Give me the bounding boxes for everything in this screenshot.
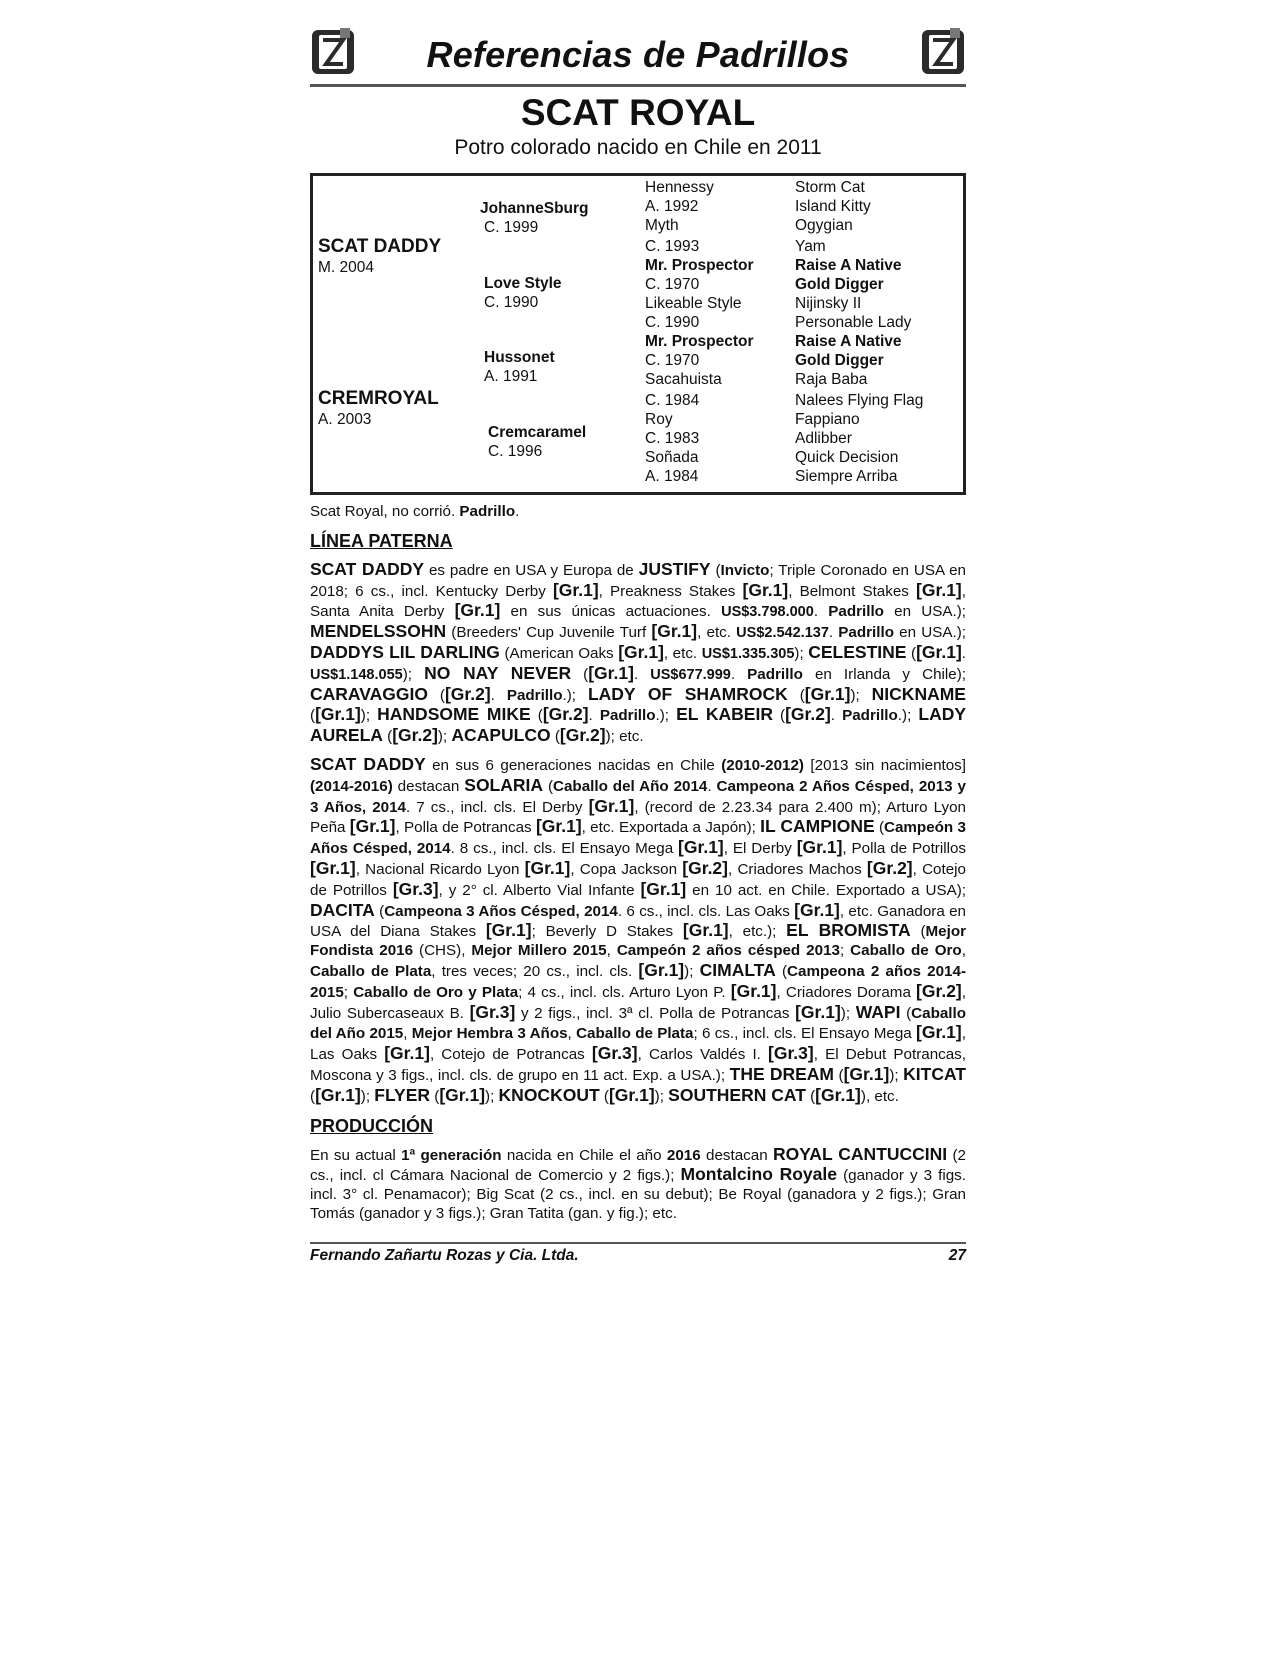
header-divider — [310, 84, 966, 87]
intro-text — [310, 503, 966, 522]
pedigree-gen4-cell: Gold Digger — [795, 352, 884, 369]
pedigree-gen3-cell: C. 1970 — [645, 276, 700, 293]
pedigree-gen4-cell: Raja Baba — [795, 371, 868, 388]
intro-text-end: . — [515, 503, 520, 520]
dam-sire-name: Hussonet — [484, 349, 555, 366]
footer-company: Fernando Zañartu Rozas y Cia. Ltda. — [310, 1246, 579, 1264]
pedigree-gen4-cell: Nijinsky II — [795, 295, 862, 312]
page-header — [310, 20, 966, 82]
pedigree-gen4-cell: Quick Decision — [795, 449, 899, 466]
sire-name: SCAT DADDY — [318, 236, 442, 257]
page-footer — [310, 1246, 966, 1266]
dam-dam-name: Cremcaramel — [488, 424, 587, 441]
pedigree-gen4-cell: Nalees Flying Flag — [795, 392, 924, 409]
pedigree-gen3-cell: C. 1984 — [645, 392, 700, 409]
pedigree-table — [310, 173, 966, 495]
brand-logo-icon — [920, 26, 966, 76]
pedigree-gen3-cell: A. 1992 — [645, 198, 699, 215]
dam-name: CREMROYAL — [318, 388, 439, 409]
pedigree-gen3-cell: Hennessy — [645, 179, 714, 196]
pedigree-gen4-cell: Personable Lady — [795, 314, 912, 331]
pedigree-gen4-cell: Adlibber — [795, 430, 852, 447]
pedigree-gen3-cell: C. 1983 — [645, 430, 700, 447]
paternal-paragraph-1: SCAT DADDY es padre en USA y Europa de JUSTIFY (Invicto; Triple Coronado en USA en 2018; 6 cs., incl. Kentucky Derby [Gr.1], Preakness Stakes [Gr.1], Belmont Stakes [Gr.1], Santa Anita Derby [Gr.1] en sus únicas actuaciones. US$3.798.000. Padrillo en USA.); MENDELSSOHN (Breeders' Cup Juvenile Turf [Gr.1], etc. US$2.542.137. Padrillo en USA.); DADDYS LIL DARLING (American Oaks [Gr.1], etc. US$1.335.305); CELESTINE ([Gr.1]. US$1.148.055); NO NAY NEVER ([Gr.1]. US$677.999. Padrillo en Irlanda y Chile); CARAVAGGIO ([Gr.2]. Padrillo.); LADY OF SHAMROCK ([Gr.1]); NICKNAME ([Gr.1]); HANDSOME MIKE ([Gr.2]. Padrillo.); EL KABEIR ([Gr.2]. Padrillo.); LADY AURELA ([Gr.2]); ACAPULCO ([Gr.2]); etc. — [310, 558, 967, 746]
horse-subtitle: Potro colorado nacido en Chile en 2011 — [454, 136, 822, 159]
pedigree-gen3-cell: A. 1984 — [645, 468, 699, 485]
section-title-paternal: LÍNEA PATERNA — [310, 530, 453, 551]
pedigree-gen4-cell: Yam — [795, 238, 826, 255]
pedigree-gen4-cell: Siempre Arriba — [795, 468, 898, 485]
dam-detail: A. 2003 — [318, 411, 372, 428]
pedigree-gen4-cell: Gold Digger — [795, 276, 884, 293]
intro-text-main: Scat Royal, no corrió. — [310, 503, 460, 520]
production-paragraph: En su actual 1ª generación nacida en Chile el año 2016 destacan ROYAL CANTUCCINI (2 cs., incl. cl Cámara Nacional de Comercio y 2 figs.); Montalcino Royale (ganador y 3 figs. incl. 3° cl. Penamacor); Big Scat (2 cs., incl. en su debut); Be Royal (ganadora y 2 figs.); Gran Tomás (ganador y 3 figs.); Gran Tatita (gan. y fig.); etc. — [310, 1143, 966, 1222]
pedigree-gen3-cell: Myth — [645, 217, 679, 234]
sire-dam-name: Love Style — [484, 275, 562, 292]
pedigree-gen3-cell: C. 1993 — [645, 238, 700, 255]
dam-sire-detail: A. 1991 — [484, 368, 538, 385]
horse-name: SCAT ROYAL — [520, 92, 756, 133]
pedigree-gen3-cell: C. 1990 — [645, 314, 700, 331]
page-number: 27 — [948, 1246, 966, 1264]
pedigree-gen4-cell: Island Kitty — [795, 198, 871, 215]
section-title-production: PRODUCCIÓN — [310, 1115, 434, 1136]
dam-dam-detail: C. 1996 — [488, 443, 543, 460]
sire-sire-name: JohanneSburg — [480, 200, 589, 217]
pedigree-gen4-cell: Ogygian — [795, 217, 853, 234]
footer-divider — [310, 1242, 966, 1244]
pedigree-gen4-cell: Raise A Native — [795, 333, 902, 350]
paternal-paragraph-2: SCAT DADDY en sus 6 generaciones nacidas en Chile (2010-2012) [2013 sin nacimientos] (2014-2016) destacan SOLARIA (Caballo del Año 2014. Campeona 2 Años Césped, 2013 y 3 Años, 2014. 7 cs., incl. cls. El Derby [Gr.1], (record de 2.23.34 para 2.400 m); Arturo Lyon Peña [Gr.1], Polla de Potrancas [Gr.1], etc. Exportada a Japón); IL CAMPIONE (Campeón 3 Años Césped, 2014. 8 cs., incl. cls. El Ensayo Mega [Gr.1], El Derby [Gr.1], Polla de Potrillos [Gr.1], Nacional Ricardo Lyon [Gr.1], Copa Jackson [Gr.2], Criadores Machos [Gr.2], Cotejo de Potrillos [Gr.3], y 2° cl. Alberto Vial Infante [Gr.1] en 10 act. en Chile. Exportado a USA); DACITA (Campeona 3 Años Césped, 2014. 6 cs., incl. cls. Las Oaks [Gr.1], etc. Ganadora en USA del Diana Stakes [Gr.1]; Beverly D Stakes [Gr.1], etc.); EL BROMISTA (Mejor Fondista 2016 (CHS), Mejor Millero 2015, Campeón 2 años césped 2013; Caballo de Oro, Caballo de Plata, tres veces; 20 cs., incl. cls. [Gr.1]); CIMALTA (Campeona 2 años 2014-2015; Caballo de Oro y Plata; 4 cs., incl. cls. Arturo Lyon P. [Gr.1], Criadores Dorama [Gr.2], Julio Subercaseaux B. [Gr.3] y 2 figs., incl. 3ª cl. Polla de Potrancas [Gr.1]); WAPI (Caballo del Año 2015, Mejor Hembra 3 Años, Caballo de Plata; 6 cs., incl. cls. El Ensayo Mega [Gr.1], Las Oaks [Gr.1], Cotejo de Potrancas [Gr.3], Carlos Valdés I. [Gr.3], El Debut Potrancas, Moscona y 3 figs., incl. cls. de grupo en 11 act. Exp. a USA.); THE DREAM ([Gr.1]); KITCAT ([Gr.1]); FLYER ([Gr.1]); KNOCKOUT ([Gr.1]); SOUTHERN CAT ([Gr.1]), etc. — [310, 753, 967, 1105]
pedigree-gen3-cell: Roy — [645, 411, 673, 428]
sire-dam-detail: C. 1990 — [484, 294, 539, 311]
pedigree-gen4-cell: Fappiano — [795, 411, 860, 428]
sire-sire-detail: C. 1999 — [484, 219, 539, 236]
document-page — [310, 20, 966, 1266]
pedigree-gen3-cell: Sacahuista — [645, 371, 722, 388]
pedigree-gen3-cell: C. 1970 — [645, 352, 700, 369]
pedigree-gen3-cell: Mr. Prospector — [645, 257, 754, 274]
pedigree-gen3-cell: Likeable Style — [645, 295, 742, 312]
header-title: Referencias de Padrillos — [426, 34, 850, 75]
pedigree-gen3-cell: Mr. Prospector — [645, 333, 754, 350]
pedigree-gen3-cell: Soñada — [645, 449, 699, 466]
sire-detail: M. 2004 — [318, 259, 375, 276]
pedigree-gen4-cell: Raise A Native — [795, 257, 902, 274]
pedigree-gen4-cell: Storm Cat — [795, 179, 865, 196]
intro-text-bold: Padrillo — [459, 503, 516, 520]
